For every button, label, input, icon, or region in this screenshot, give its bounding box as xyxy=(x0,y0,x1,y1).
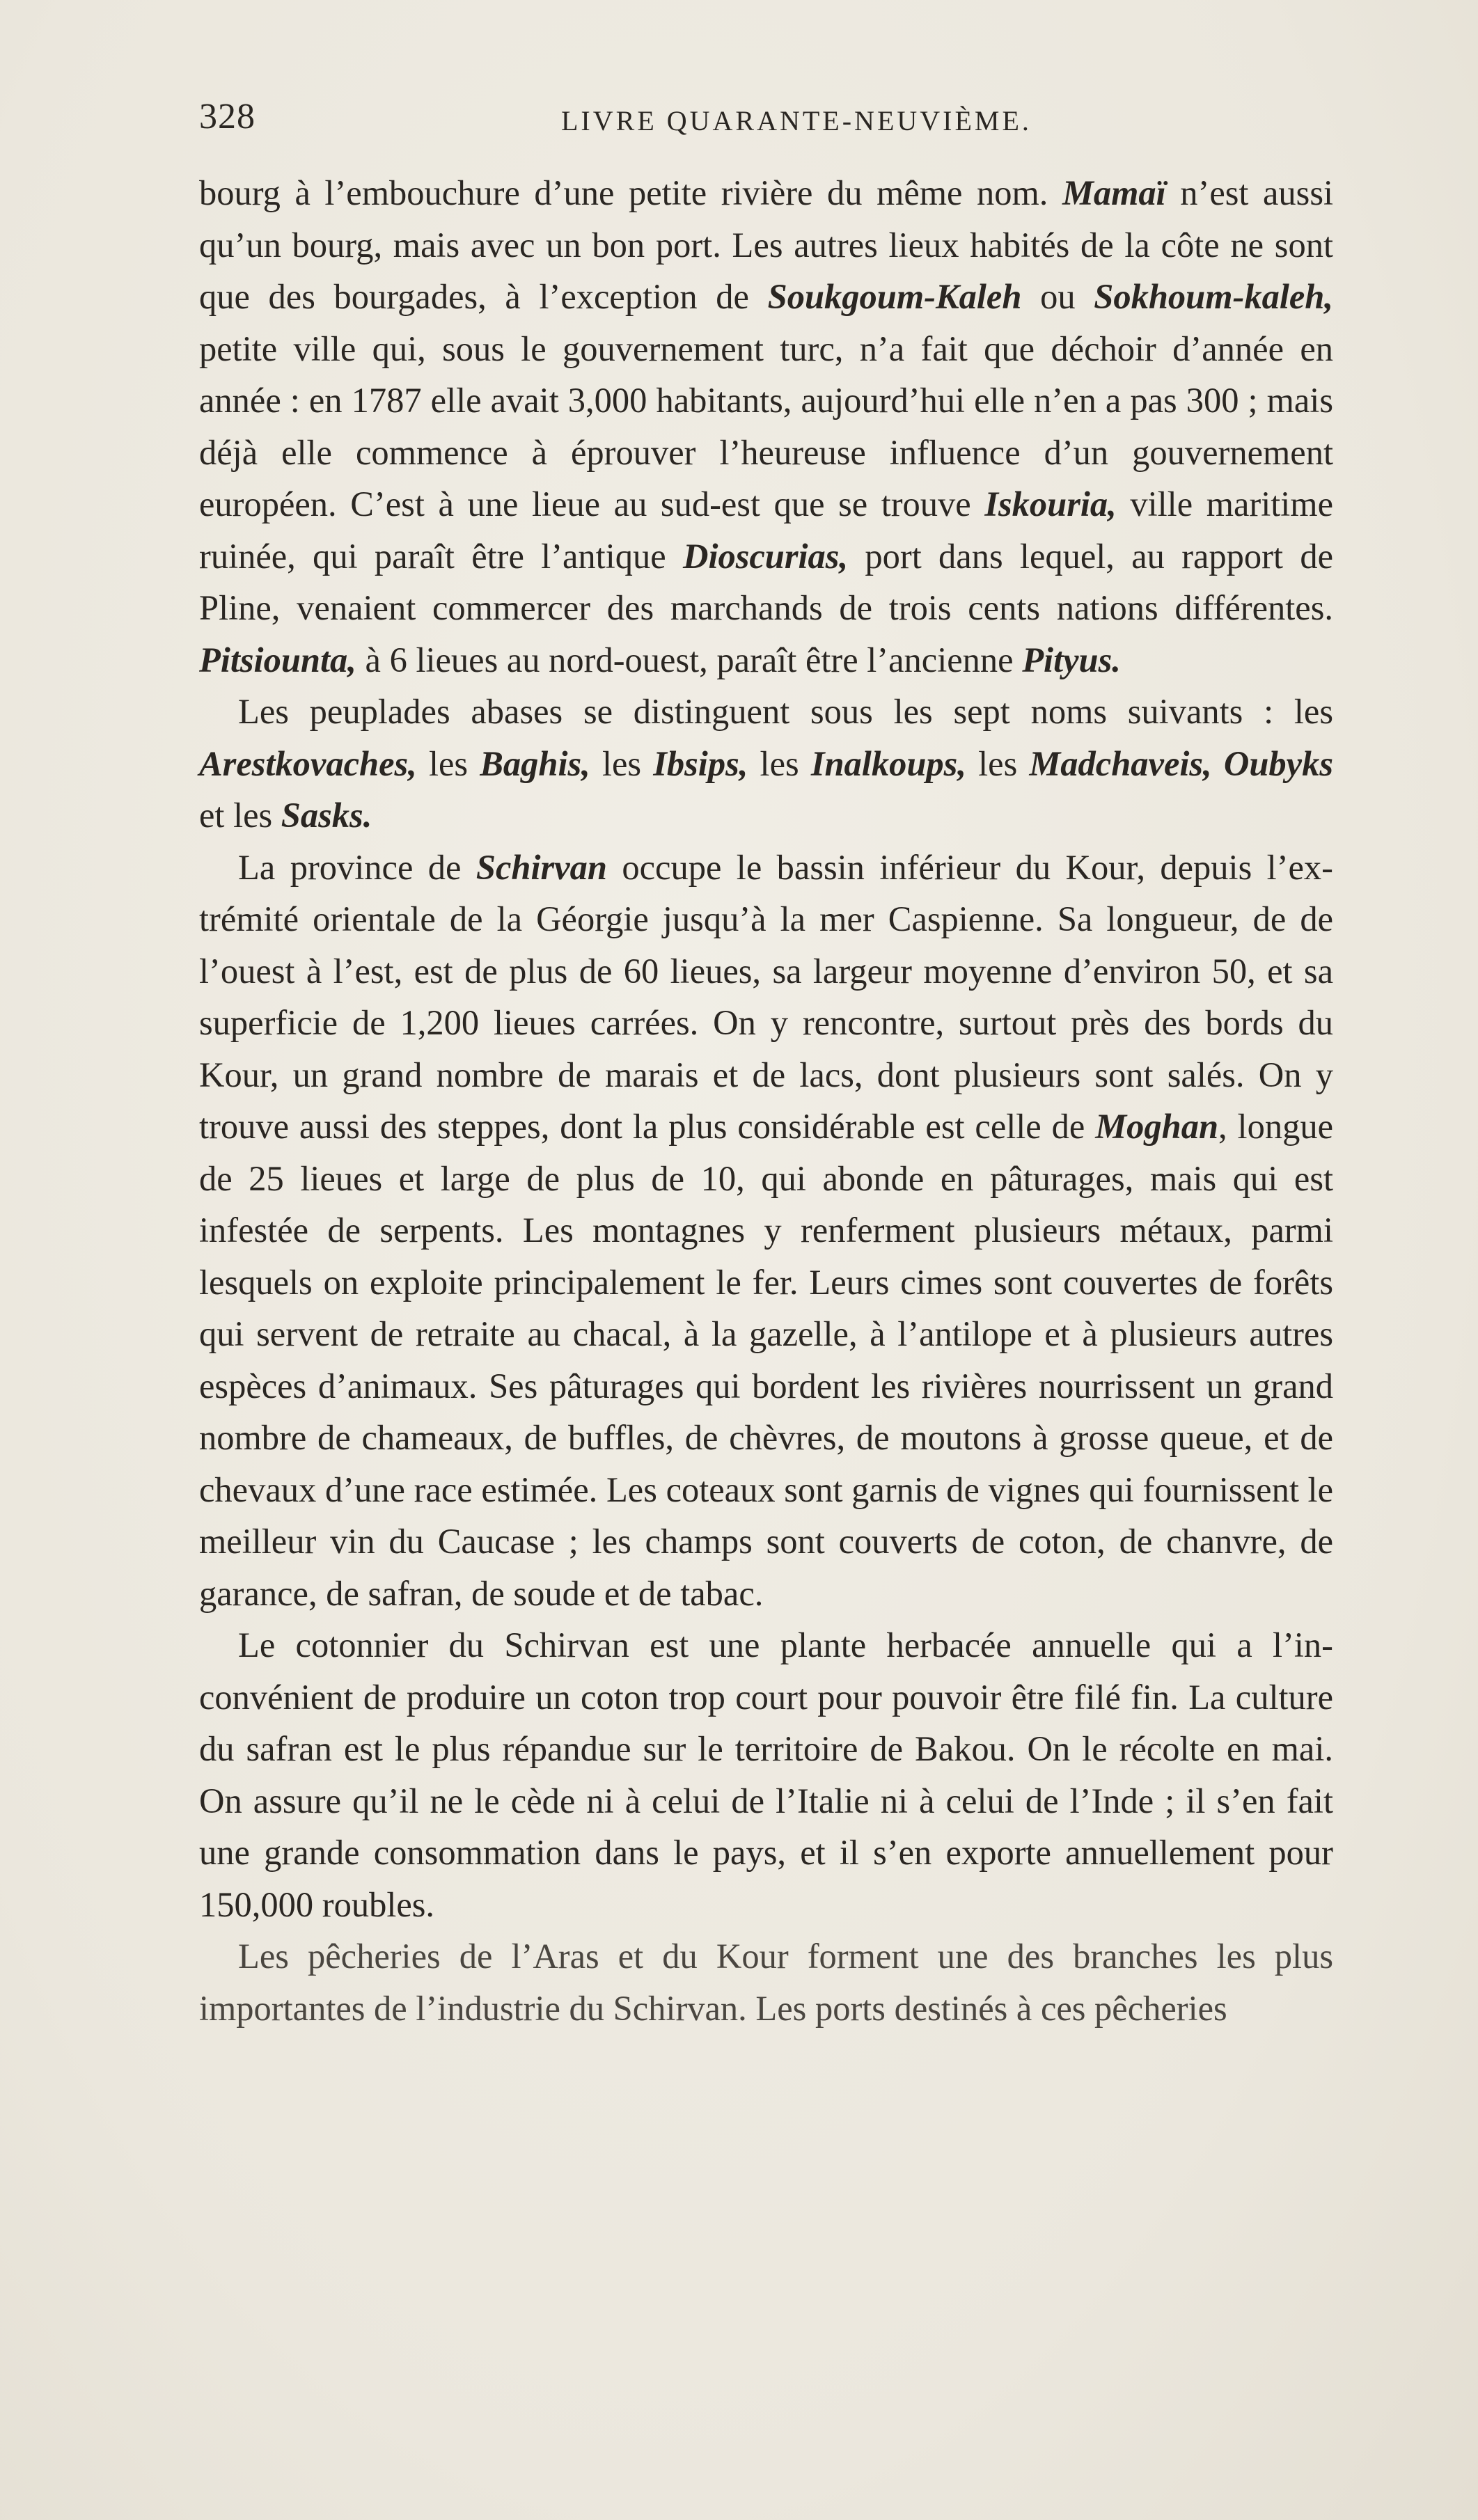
italic-term: Schirvan xyxy=(475,847,607,887)
italic-term: Madchaveis, xyxy=(1029,743,1212,783)
text-run: ville maritime ruinée, qui paraît être l’antique xyxy=(199,485,1333,576)
italic-term: Moghan xyxy=(1095,1107,1219,1146)
text-run: , longue de 25 lieues et large de plus de 10, qui abonde en pâturages, mais qui est infestée de serpents. Les montagnes y renferment plusieurs métaux, parmi lesquels on exploite principalement le fer. Leurs cimes sont couvertes de forêts qui servent de retraite au chacal, à la gazelle, à l’antilope et à plusieurs autres espèces d’animaux. Ses pâturages qui bordent les rivières nourrissent un grand nombre de chameaux, de buffles, de chèvres, de moutons à grosse queue, et de chevaux d’une race estimée. Les coteaux sont garnis de vignes qui fournissent le meilleur vin du Caucase ; les champs sont couverts de coton, de chanvre, de garance, de safran, de soude et de tabac. xyxy=(199,1107,1334,1613)
italic-term: Soukgoum-Kaleh xyxy=(767,277,1022,316)
text-run: ou xyxy=(1021,277,1094,316)
paragraph xyxy=(199,1619,1333,1930)
paragraph xyxy=(199,686,1333,842)
italic-term: Dioscurias, xyxy=(682,536,849,576)
text-run: les xyxy=(966,743,1030,783)
italic-term: Ibsips, xyxy=(653,743,748,783)
italic-term: Mamaï xyxy=(1062,173,1166,212)
text-run: et les xyxy=(199,796,281,835)
text-run: Les pêcheries de l’Aras et du Kour forment une des branches les plus importantes de l’industrie du Schirvan. Les ports destinés à ces pêcheries xyxy=(199,1937,1333,2028)
text-run: occupe le bassin inférieur du Kour, depuis l’extrémité orientale de la Géorgie jusqu’à la mer Caspienne. Sa longueur, de de l’ouest à l’est, est de plus de 60 lieues, sa largeur moyenne d’environ 50, et sa superficie de 1,200 lieues carrées. On y rencontre, surtout près des bords du Kour, un grand nombre de marais et de lacs, dont plusieurs sont salés. On y trouve aussi des steppes, dont la plus considérable est celle de xyxy=(199,847,1333,1146)
text-run: les xyxy=(748,743,811,783)
text-run xyxy=(1212,744,1224,783)
page-header xyxy=(199,96,1333,145)
text-run: les xyxy=(416,743,480,783)
text-run: La province de xyxy=(238,847,476,887)
body-text xyxy=(199,167,1333,2034)
text-run: Les peuplades abases se distinguent sous les sept noms suivants : les xyxy=(238,692,1333,731)
italic-term: Sokhoum-kaleh, xyxy=(1094,277,1333,316)
paragraph xyxy=(199,842,1333,1620)
text-run: port dans lequel, au rapport de Pline, venaient commercer des marchands de trois cents nations différentes. xyxy=(199,536,1333,627)
page-number: 328 xyxy=(199,97,255,136)
text-run: à 6 lieues au nord-ouest, paraît être l’ancienne xyxy=(356,640,1023,679)
italic-term: Iskouria, xyxy=(984,485,1117,523)
text-run: n’est aussi qu’un bourg, mais avec un bon port. Les autres lieux habités de la côte ne sont que des bourgades, à l’exception de xyxy=(199,173,1333,316)
paragraph xyxy=(199,167,1333,686)
italic-term: Inalkoups, xyxy=(810,743,966,783)
italic-term: Pitsiounta, xyxy=(199,640,356,679)
paragraph xyxy=(199,1930,1333,2034)
text-run: Le cotonnier du Schirvan est une plante herbacée annuelle qui a l’inconvénient de produire un coton trop court pour pouvoir être filé fin. La culture du safran est le plus répandue sur le territoire de Bakou. On le récolte en mai. On assure qu’il ne le cède ni à celui de l’Italie ni à celui de l’Inde ; il s’en fait une grande consommation dans le pays, et il s’en exporte annuellement pour 150,000 roubles. xyxy=(199,1625,1333,1924)
running-head: LIVRE QUARANTE-NEUVIÈME. xyxy=(561,105,1032,136)
text-run: les xyxy=(590,743,654,783)
italic-term: Sasks. xyxy=(281,796,372,835)
italic-term: Arestkovaches, xyxy=(199,743,417,783)
text-run: petite ville qui, sous le gouvernement turc, n’a fait que déchoir d’année en année : en 1787 elle avait 3,000 habitants, aujourd’hui elle n’en a pas 300 ; mais déjà elle commence à éprouver l’heureuse influence d’un gouvernement européen. C’est à une lieue au sud-est que se trouve xyxy=(199,329,1333,523)
italic-term: Pityus. xyxy=(1022,640,1121,679)
italic-term: Oubyks xyxy=(1223,743,1333,783)
italic-term: Baghis, xyxy=(480,743,590,783)
text-run: bourg à l’embouchure d’une petite rivière du même nom. xyxy=(199,173,1062,212)
